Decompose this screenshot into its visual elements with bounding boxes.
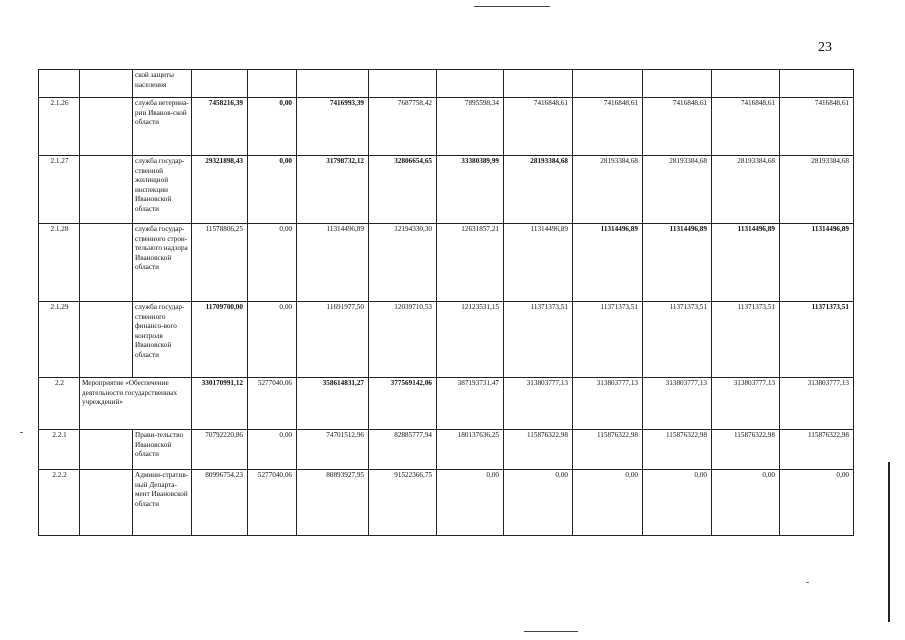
value-cell <box>437 70 504 98</box>
value-cell: 0,00 <box>437 470 504 536</box>
value-cell: 12631857,21 <box>437 224 504 302</box>
row-code-cell: 2.1.28 <box>39 224 80 302</box>
value-cell: 0,00 <box>643 470 712 536</box>
value-cell: 115876322,98 <box>573 430 643 470</box>
page-number: 23 <box>818 40 832 55</box>
table-row <box>39 98 854 156</box>
row-name-cell: ской защиты населения <box>133 70 192 98</box>
row-name-cell: служба государ-ственной жилищной инспекции Ивановской области <box>133 156 192 224</box>
value-cell <box>297 70 369 98</box>
value-cell: 5277040,06 <box>248 378 297 430</box>
value-cell: 7416848,61 <box>504 98 573 156</box>
row-code-cell: 2.2 <box>39 378 80 430</box>
value-cell: 377569142,06 <box>369 378 437 430</box>
scan-edge-bar <box>888 462 890 622</box>
value-cell: 11371373,51 <box>504 302 573 378</box>
value-cell: 33380389,99 <box>437 156 504 224</box>
value-cell: 115876322,98 <box>504 430 573 470</box>
value-cell <box>192 70 248 98</box>
value-cell: 313803777,13 <box>712 378 780 430</box>
value-cell: 0,00 <box>248 98 297 156</box>
row-name-cell: Админи-стратив-ный Департа-мент Ивановской области <box>133 470 192 536</box>
value-cell: 82885777,94 <box>369 430 437 470</box>
table-row <box>39 156 854 224</box>
value-cell: 28193384,68 <box>712 156 780 224</box>
value-cell: 330170991,12 <box>192 378 248 430</box>
empty-cell <box>80 156 133 224</box>
table-row <box>39 470 854 536</box>
scan-mark <box>806 582 809 583</box>
value-cell: 180137636,25 <box>437 430 504 470</box>
table-row <box>39 430 854 470</box>
value-cell: 0,00 <box>248 302 297 378</box>
value-cell: 11314496,89 <box>643 224 712 302</box>
value-cell: 28193384,68 <box>780 156 854 224</box>
row-name-cell: служба государ-ственного строи-тельного надзора Ивановской области <box>133 224 192 302</box>
value-cell: 11314496,89 <box>297 224 369 302</box>
value-cell <box>504 70 573 98</box>
empty-cell <box>80 430 133 470</box>
value-cell: 313803777,13 <box>504 378 573 430</box>
value-cell: 5277040,06 <box>248 470 297 536</box>
value-cell: 12039710,53 <box>369 302 437 378</box>
value-cell: 0,00 <box>248 224 297 302</box>
empty-cell <box>80 98 133 156</box>
value-cell: 7895598,34 <box>437 98 504 156</box>
value-cell: 0,00 <box>712 470 780 536</box>
value-cell: 11314496,89 <box>780 224 854 302</box>
value-cell: 28193384,68 <box>643 156 712 224</box>
table-row <box>39 224 854 302</box>
row-code-cell: 2.1.26 <box>39 98 80 156</box>
value-cell: 358614831,27 <box>297 378 369 430</box>
value-cell: 7687758,42 <box>369 98 437 156</box>
value-cell: 80893927,95 <box>297 470 369 536</box>
value-cell: 11314496,89 <box>712 224 780 302</box>
value-cell: 7416993,39 <box>297 98 369 156</box>
value-cell: 91522366,75 <box>369 470 437 536</box>
value-cell: 11691977,50 <box>297 302 369 378</box>
value-cell <box>780 70 854 98</box>
empty-cell <box>80 70 133 98</box>
row-name-cell: Прави-тельство Ивановской области <box>133 430 192 470</box>
value-cell: 7416848,61 <box>573 98 643 156</box>
value-cell: 12123531,15 <box>437 302 504 378</box>
row-code-cell: 2.2.2 <box>39 470 80 536</box>
top-rule <box>474 6 550 7</box>
row-name-cell: служба государ-ственного финансо-вого контроля Ивановской области <box>133 302 192 378</box>
row-code-cell <box>39 70 80 98</box>
value-cell: 29321898,43 <box>192 156 248 224</box>
value-cell: 11371373,51 <box>573 302 643 378</box>
row-name-cell: служба ветерина-рии Иванов-ской области <box>133 98 192 156</box>
budget-table <box>38 69 854 536</box>
value-cell: 11709700,00 <box>192 302 248 378</box>
empty-cell <box>80 302 133 378</box>
value-cell: 28193384,68 <box>504 156 573 224</box>
value-cell: 11314496,89 <box>573 224 643 302</box>
value-cell: 11371373,51 <box>643 302 712 378</box>
value-cell: 115876322,98 <box>712 430 780 470</box>
value-cell: 31798732,12 <box>297 156 369 224</box>
value-cell: 11314496,89 <box>504 224 573 302</box>
value-cell: 0,00 <box>780 470 854 536</box>
row-name-cell: Мероприятие «Обеспечение деятельности государственных учреждений» <box>80 378 192 430</box>
empty-cell <box>80 470 133 536</box>
table-row <box>39 302 854 378</box>
row-code-cell: 2.2.1 <box>39 430 80 470</box>
value-cell: 313803777,13 <box>780 378 854 430</box>
bottom-rule <box>524 631 578 632</box>
value-cell <box>712 70 780 98</box>
value-cell: 115876322,98 <box>643 430 712 470</box>
value-cell <box>248 70 297 98</box>
value-cell <box>369 70 437 98</box>
value-cell: 80996754,23 <box>192 470 248 536</box>
value-cell: 7458216,39 <box>192 98 248 156</box>
value-cell: 70792220,86 <box>192 430 248 470</box>
value-cell: 12194330,30 <box>369 224 437 302</box>
value-cell: 7416848,61 <box>643 98 712 156</box>
row-code-cell: 2.1.27 <box>39 156 80 224</box>
row-code-cell: 2.1.29 <box>39 302 80 378</box>
value-cell: 0,00 <box>504 470 573 536</box>
value-cell: 11371373,51 <box>712 302 780 378</box>
table-row <box>39 70 854 98</box>
value-cell: 7416848,61 <box>712 98 780 156</box>
value-cell: 0,00 <box>248 430 297 470</box>
value-cell: 11578806,25 <box>192 224 248 302</box>
value-cell: 28193384,68 <box>573 156 643 224</box>
scan-mark <box>20 432 23 433</box>
value-cell: 74701512,96 <box>297 430 369 470</box>
value-cell <box>643 70 712 98</box>
value-cell: 7416848,61 <box>780 98 854 156</box>
table-row <box>39 378 854 430</box>
value-cell: 11371373,51 <box>780 302 854 378</box>
value-cell: 387193731,47 <box>437 378 504 430</box>
empty-cell <box>80 224 133 302</box>
value-cell: 115876322,98 <box>780 430 854 470</box>
value-cell: 32806654,65 <box>369 156 437 224</box>
value-cell: 0,00 <box>248 156 297 224</box>
value-cell: 0,00 <box>573 470 643 536</box>
value-cell: 313803777,13 <box>573 378 643 430</box>
value-cell <box>573 70 643 98</box>
value-cell: 313803777,13 <box>643 378 712 430</box>
